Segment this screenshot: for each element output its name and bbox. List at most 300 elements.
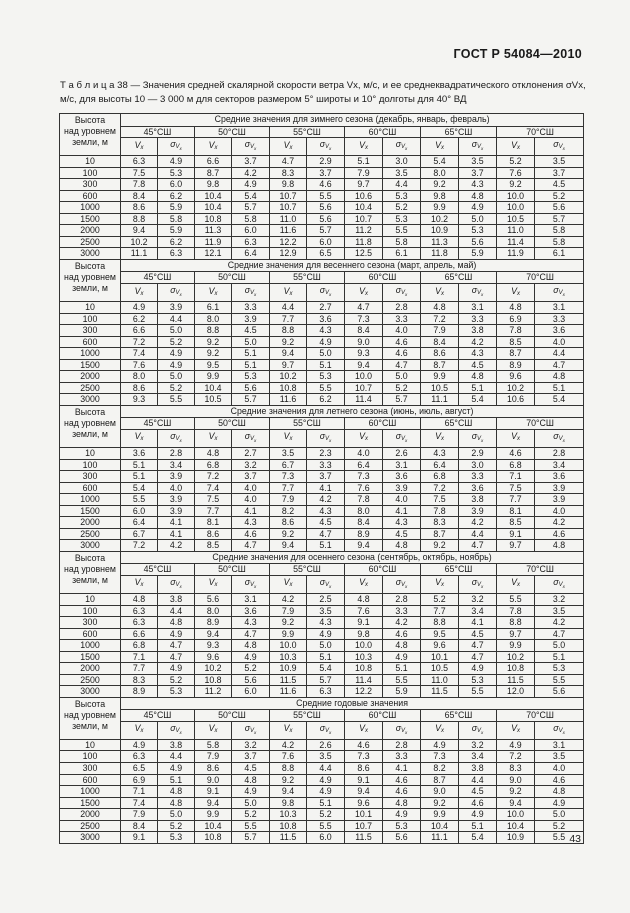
v-subscript: V [250,727,255,734]
table-cell: 11.1 [421,832,459,844]
table-cell: 5.0 [232,336,270,348]
x-subscript: x [516,582,520,589]
table-cell: 3.9 [535,494,584,506]
table-cell: 7.3 [345,751,383,763]
parameter-header-row [60,284,584,302]
height-header-line: Высота [74,698,106,709]
table-cell: 4.2 [307,494,345,506]
table-cell: 4.1 [383,505,421,517]
height-value: 300 [60,471,121,483]
table-cell: 8.8 [270,325,307,337]
table-cell: 5.9 [158,225,195,237]
table-cell: 7.7 [497,494,535,506]
table-cell: 4.6 [535,774,584,786]
height-value: 1000 [60,786,121,798]
table-cell: 4.8 [345,593,383,605]
table-cell: 9.4 [195,797,232,809]
height-value: 100 [60,459,121,471]
height-value: 600 [60,336,121,348]
table-cell: 4.5 [232,325,270,337]
x-subscript: x [440,436,444,443]
sigma-symbol: σ [395,139,402,150]
table-row [60,236,584,248]
x-subscript: x [516,290,520,297]
table-cell: 6.6 [121,325,158,337]
table-cell: 8.6 [345,763,383,775]
table-cell: 4.6 [497,447,535,459]
x-subscript: x [179,583,182,589]
height-value: 2000 [60,371,121,383]
table-cell: 5.2 [383,202,421,214]
table-cell: 5.7 [232,202,270,214]
table-cell: 8.5 [497,336,535,348]
table-cell: 5.5 [121,494,158,506]
v-subscript: V [250,581,255,588]
x-subscript: x [364,582,368,589]
table-cell: 11.2 [345,225,383,237]
table-cell: 7.9 [270,605,307,617]
table-cell: 4.8 [232,640,270,652]
table-row [60,494,584,506]
table-cell: 7.2 [121,336,158,348]
table-cell: 10.2 [195,663,232,675]
table-cell: 4.4 [459,528,497,540]
table-cell: 4.3 [421,447,459,459]
table-cell: 4.9 [158,663,195,675]
table-cell: 8.1 [497,505,535,517]
mean-speed-header [421,575,459,593]
table-cell: 7.4 [121,348,158,360]
table-cell: 10.5 [421,382,459,394]
std-deviation-header [158,429,195,447]
table-row [60,325,584,337]
x-subscript: x [329,146,332,152]
table-cell: 6.3 [121,617,158,629]
table-cell: 4.1 [158,528,195,540]
table-cell: 11.5 [497,674,535,686]
v-symbol: V [511,139,517,150]
x-subscript: x [140,436,144,443]
mean-speed-header [195,284,232,302]
parameter-header-row [60,721,584,739]
height-value: 1500 [60,213,121,225]
season-header-row [60,259,584,272]
table-cell: 3.5 [307,605,345,617]
parameter-header-row [60,138,584,156]
table-cell: 3.3 [459,471,497,483]
table-cell: 3.9 [383,482,421,494]
table-body [60,114,584,844]
table-cell: 5.6 [383,832,421,844]
table-cell: 6.3 [307,686,345,698]
table-cell: 4.7 [158,640,195,652]
table-cell: 3.2 [459,593,497,605]
height-value: 1000 [60,202,121,214]
height-value: 100 [60,313,121,325]
table-cell: 8.6 [421,348,459,360]
table-cell: 4.8 [383,540,421,552]
table-cell: 6.3 [158,248,195,260]
table-cell: 8.7 [421,528,459,540]
table-cell: 5.2 [307,809,345,821]
season-title: Средние значения для весеннего сезона (март, апрель, май) [121,259,584,272]
v-symbol: V [435,431,441,442]
table-cell: 11.1 [421,394,459,406]
table-cell: 10.9 [421,225,459,237]
table-cell: 2.8 [158,447,195,459]
table-cell: 4.7 [535,628,584,640]
table-cell: 10.1 [345,809,383,821]
table-cell: 3.9 [158,302,195,314]
table-cell: 3.3 [383,313,421,325]
table-cell: 10.8 [270,820,307,832]
table-cell: 9.4 [270,786,307,798]
latitude-label: 65°СШ [421,272,497,284]
table-cell: 7.2 [121,540,158,552]
table-cell: 4.9 [459,202,497,214]
table-cell: 8.3 [497,763,535,775]
table-cell: 6.4 [121,517,158,529]
table-cell: 4.1 [307,482,345,494]
x-subscript: x [140,290,144,297]
table-cell: 4.2 [535,517,584,529]
table-cell: 5.1 [535,651,584,663]
table-cell: 5.8 [232,213,270,225]
x-subscript: x [254,292,257,298]
table-cell: 11.6 [270,394,307,406]
table-cell: 11.6 [270,686,307,698]
table-cell: 7.1 [121,651,158,663]
table-row [60,593,584,605]
table-cell: 11.3 [421,236,459,248]
table-cell: 4.9 [535,797,584,809]
table-cell: 6.8 [421,471,459,483]
table-cell: 11.0 [497,225,535,237]
table-cell: 8.4 [121,190,158,202]
table-cell: 3.9 [459,505,497,517]
x-subscript: x [329,292,332,298]
table-cell: 8.5 [195,540,232,552]
table-cell: 7.3 [270,471,307,483]
table-cell: 8.4 [345,517,383,529]
table-cell: 9.9 [270,628,307,640]
table-cell: 8.8 [195,325,232,337]
x-subscript: x [562,146,565,152]
std-deviation-header [307,721,345,739]
table-cell: 5.1 [535,382,584,394]
table-cell: 4.8 [459,371,497,383]
x-subscript: x [405,583,408,589]
table-cell: 4.5 [307,517,345,529]
x-subscript: x [254,729,257,735]
document-code: ГОСТ Р 54084—2010 [453,47,582,61]
height-value: 100 [60,751,121,763]
table-cell: 7.5 [121,167,158,179]
x-subscript: x [254,146,257,152]
table-cell: 3.6 [535,471,584,483]
x-subscript: x [179,729,182,735]
mean-speed-header [195,575,232,593]
table-cell: 5.8 [535,225,584,237]
table-cell: 9.6 [497,371,535,383]
table-cell: 3.0 [383,156,421,168]
table-cell: 8.8 [270,763,307,775]
x-subscript: x [329,583,332,589]
table-cell: 8.9 [121,686,158,698]
table-cell: 8.6 [195,763,232,775]
season-title: Средние значения для летнего сезона (июнь, июль, август) [121,405,584,418]
std-deviation-header [535,721,584,739]
v-symbol: V [208,431,215,442]
table-cell: 8.7 [497,348,535,360]
table-cell: 6.2 [158,236,195,248]
table-cell: 5.0 [158,809,195,821]
table-cell: 5.0 [158,371,195,383]
table-cell: 4.0 [383,494,421,506]
table-cell: 4.7 [158,651,195,663]
table-cell: 4.8 [497,302,535,314]
height-value: 2000 [60,809,121,821]
latitude-label: 45°СШ [121,272,195,284]
v-subscript: V [401,435,406,442]
table-cell: 10.2 [497,382,535,394]
std-deviation-header [158,721,195,739]
table-cell: 4.7 [232,540,270,552]
table-cell: 3.3 [459,313,497,325]
table-cell: 7.2 [195,471,232,483]
v-subscript: V [325,290,330,297]
sigma-symbol: σ [471,430,478,441]
table-cell: 12.2 [270,236,307,248]
height-value: 3000 [60,248,121,260]
caption-line-1: Т а б л и ц а 38 — Значения средней скалярной скорости ветра Vх, м/с, и ее среднеквадратического отклонения σVх, [60,80,586,91]
latitude-label: 60°СШ [345,272,421,284]
sigma-symbol: σ [553,576,559,587]
sigma-symbol: σ [170,576,176,587]
table-cell: 9.8 [270,179,307,191]
table-cell: 10.4 [195,382,232,394]
v-symbol: V [134,285,141,296]
table-cell: 7.2 [497,751,535,763]
v-subscript: V [558,144,563,151]
table-cell: 7.8 [421,505,459,517]
table-cell: 8.3 [270,167,307,179]
sigma-symbol: σ [170,139,176,150]
table-cell: 6.4 [421,459,459,471]
table-cell: 10.5 [195,394,232,406]
table-cell: 10.3 [345,651,383,663]
table-cell: 5.6 [307,213,345,225]
table-cell: 7.8 [497,325,535,337]
table-cell: 5.4 [535,394,584,406]
table-cell: 5.5 [535,832,584,844]
height-value: 1500 [60,505,121,517]
v-symbol: V [511,723,517,734]
table-cell: 5.2 [535,820,584,832]
x-subscript: x [214,144,218,151]
table-row [60,202,584,214]
table-cell: 7.4 [195,482,232,494]
table-cell: 7.6 [121,359,158,371]
table-cell: 11.0 [421,674,459,686]
table-cell: 3.7 [307,471,345,483]
height-column-header [60,114,121,156]
table-cell: 5.7 [232,832,270,844]
table-row [60,628,584,640]
table-cell: 4.6 [383,774,421,786]
table-row [60,686,584,698]
table-cell: 11.8 [421,248,459,260]
x-subscript: x [254,583,257,589]
std-deviation-header [158,575,195,593]
x-subscript: x [440,582,444,589]
table-cell: 8.4 [121,820,158,832]
table-cell: 2.7 [307,302,345,314]
sigma-symbol: σ [319,576,326,587]
table-cell: 5.3 [158,167,195,179]
table-cell: 8.0 [195,605,232,617]
table-cell: 11.6 [270,225,307,237]
height-value: 1000 [60,640,121,652]
table-cell: 4.9 [421,739,459,751]
x-subscript: x [214,436,218,443]
x-subscript: x [481,437,484,443]
table-cell: 4.2 [383,617,421,629]
table-cell: 8.4 [345,325,383,337]
v-symbol: V [435,723,441,734]
table-cell: 5.6 [307,202,345,214]
table-cell: 9.6 [195,651,232,663]
height-value: 3000 [60,540,121,552]
table-cell: 9.7 [270,359,307,371]
height-column-header [60,405,121,447]
table-cell: 5.2 [158,820,195,832]
table-row [60,774,584,786]
x-subscript: x [440,728,444,735]
sigma-symbol: σ [170,722,176,733]
x-subscript: x [562,292,565,298]
table-cell: 2.7 [232,447,270,459]
table-cell: 3.1 [383,459,421,471]
sigma-symbol: σ [553,139,559,150]
latitude-label: 55°СШ [270,564,345,576]
v-subscript: V [175,144,180,151]
table-cell: 5.3 [232,371,270,383]
height-column-header [60,697,121,739]
table-cell: 6.7 [121,528,158,540]
x-subscript: x [329,729,332,735]
table-cell: 9.0 [195,774,232,786]
table-cell: 5.4 [232,190,270,202]
sigma-symbol: σ [244,285,251,296]
height-header-line: над уровнем [64,126,116,137]
table-cell: 7.6 [497,167,535,179]
std-deviation-header [535,138,584,156]
sigma-symbol: σ [395,722,402,733]
table-cell: 9.9 [421,371,459,383]
table-cell: 10.8 [497,663,535,675]
table-cell: 9.2 [421,179,459,191]
table-cell: 4.8 [158,786,195,798]
table-cell: 11.4 [345,394,383,406]
table-cell: 10.0 [497,809,535,821]
x-subscript: x [364,144,368,151]
v-subscript: V [477,581,482,588]
table-cell: 3.6 [307,313,345,325]
table-cell: 5.0 [535,640,584,652]
table-cell: 3.6 [535,325,584,337]
latitude-label: 55°СШ [270,710,345,722]
table-cell: 5.2 [535,190,584,202]
table-row [60,336,584,348]
table-cell: 4.6 [383,336,421,348]
table-cell: 4.8 [535,371,584,383]
table-cell: 5.4 [459,832,497,844]
v-symbol: V [511,431,517,442]
table-cell: 12.0 [497,686,535,698]
table-cell: 3.8 [459,763,497,775]
table-cell: 4.0 [345,447,383,459]
mean-speed-header [121,429,158,447]
table-cell: 3.4 [459,751,497,763]
table-cell: 5.9 [459,248,497,260]
table-cell: 3.4 [535,459,584,471]
table-cell: 4.9 [459,809,497,821]
table-cell: 5.2 [232,663,270,675]
table-cell: 10.4 [421,820,459,832]
table-cell: 9.0 [421,786,459,798]
table-row [60,348,584,360]
table-cell: 11.8 [345,236,383,248]
table-cell: 10.7 [345,820,383,832]
table-cell: 4.9 [459,663,497,675]
table-cell: 5.0 [232,797,270,809]
height-column-header [60,259,121,301]
table-cell: 3.6 [121,447,158,459]
std-deviation-header [232,429,270,447]
table-cell: 9.3 [345,348,383,360]
table-cell: 9.7 [345,179,383,191]
table-row [60,797,584,809]
table-row [60,528,584,540]
table-row [60,786,584,798]
table-row [60,605,584,617]
table-cell: 9.3 [121,394,158,406]
table-cell: 9.2 [497,179,535,191]
table-cell: 4.6 [383,348,421,360]
height-value: 2000 [60,225,121,237]
table-cell: 7.7 [270,482,307,494]
table-cell: 4.2 [158,540,195,552]
v-subscript: V [250,144,255,151]
table-cell: 6.0 [307,832,345,844]
table-cell: 5.2 [383,382,421,394]
table-cell: 9.9 [421,809,459,821]
height-value: 2500 [60,236,121,248]
table-cell: 10.4 [195,820,232,832]
season-title: Средние значения для зимнего сезона (декабрь, январь, февраль) [121,114,584,127]
table-cell: 4.5 [535,179,584,191]
table-cell: 4.0 [535,763,584,775]
height-value: 2000 [60,663,121,675]
table-row [60,167,584,179]
sigma-symbol: σ [170,430,176,441]
std-deviation-header [459,721,497,739]
table-cell: 4.6 [345,739,383,751]
table-row [60,190,584,202]
v-subscript: V [325,435,330,442]
x-subscript: x [364,728,368,735]
